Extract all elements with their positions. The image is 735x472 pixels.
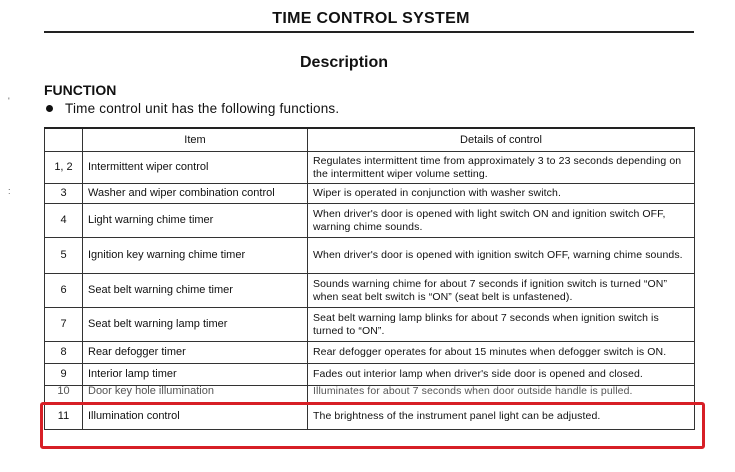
- section-title: Description: [300, 54, 389, 71]
- row-details: Regulates intermittent time from approximately 3 to 23 seconds depending on the intermittent wiper volume setting.: [308, 152, 695, 184]
- bullet-icon: [46, 105, 53, 112]
- row-item: Ignition key warning chime timer: [83, 238, 308, 274]
- table-row: [45, 364, 695, 386]
- row-number: 6: [45, 274, 83, 308]
- row-item: Seat belt warning lamp timer: [83, 308, 308, 342]
- row-item: Washer and wiper combination control: [83, 184, 308, 204]
- row-details: Wiper is operated in conjunction with washer switch.: [308, 184, 695, 204]
- title-rule: [44, 31, 694, 33]
- row-item: Door key hole illumination: [83, 386, 308, 404]
- row-item: Interior lamp timer: [83, 364, 308, 386]
- row-details: Sounds warning chime for about 7 seconds if ignition switch is turned “ON” when seat belt switch is “ON” (seat belt is unfastened).: [308, 274, 695, 308]
- header-cell-number: [45, 128, 83, 152]
- margin-mark: ': [8, 96, 10, 106]
- header-cell-details: Details of control: [308, 128, 695, 152]
- table-row: [45, 404, 695, 430]
- table-row: [45, 274, 695, 308]
- function-heading: FUNCTION: [44, 82, 117, 98]
- header-cell-item: Item: [83, 128, 308, 152]
- table-row: [45, 184, 695, 204]
- row-item: Intermittent wiper control: [83, 152, 308, 184]
- margin-mark: :: [8, 186, 11, 196]
- row-number: 11: [45, 404, 83, 430]
- row-number: 5: [45, 238, 83, 274]
- row-details: The brightness of the instrument panel light can be adjusted.: [308, 404, 695, 430]
- bullet-text: Time control unit has the following functions.: [65, 101, 340, 116]
- row-item: Illumination control: [83, 404, 308, 430]
- row-details: Illuminates for about 7 seconds when door outside handle is pulled.: [308, 386, 695, 404]
- row-number: 1, 2: [45, 152, 83, 184]
- row-number: 8: [45, 342, 83, 364]
- row-item: Rear defogger timer: [83, 342, 308, 364]
- table-row: [45, 204, 695, 238]
- table-header-row: [45, 128, 695, 152]
- row-details: Seat belt warning lamp blinks for about 7 seconds when ignition switch is turned to “ON”.: [308, 308, 695, 342]
- table-row: [45, 386, 695, 404]
- row-details: When driver's door is opened with light switch ON and ignition switch OFF, warning chime sounds.: [308, 204, 695, 238]
- row-number: 7: [45, 308, 83, 342]
- table-row: [45, 342, 695, 364]
- table-row: [45, 238, 695, 274]
- table-row: [45, 152, 695, 184]
- row-item: Light warning chime timer: [83, 204, 308, 238]
- function-bullet: [44, 101, 339, 116]
- row-details: When driver's door is opened with ignition switch OFF, warning chime sounds.: [308, 238, 695, 274]
- row-number: 3: [45, 184, 83, 204]
- row-details: Rear defogger operates for about 15 minutes when defogger switch is ON.: [308, 342, 695, 364]
- table-row: [45, 308, 695, 342]
- row-number: 10: [45, 386, 83, 404]
- document-title: TIME CONTROL SYSTEM: [272, 10, 470, 27]
- row-item: Seat belt warning chime timer: [83, 274, 308, 308]
- row-details: Fades out interior lamp when driver's side door is opened and closed.: [308, 364, 695, 386]
- row-number: 9: [45, 364, 83, 386]
- function-table: [44, 127, 695, 430]
- row-number: 4: [45, 204, 83, 238]
